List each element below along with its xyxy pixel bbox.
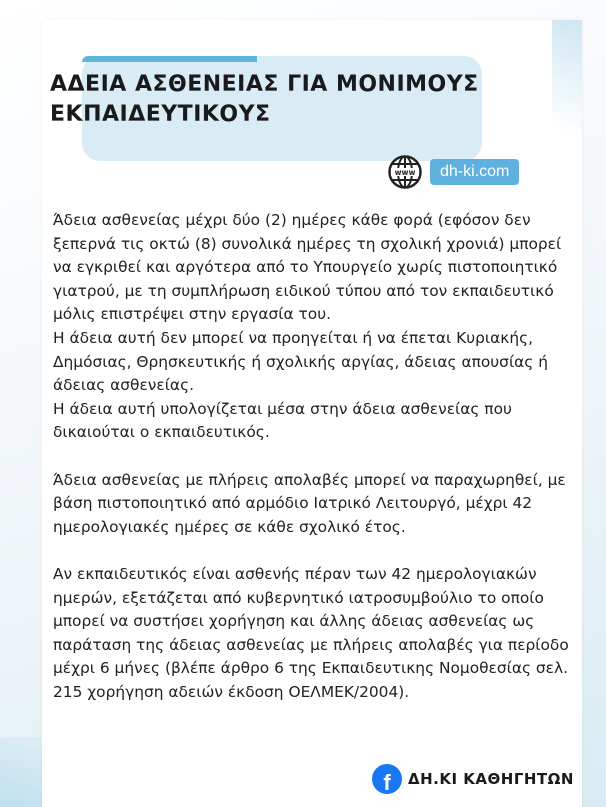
footer-brand[interactable] [372, 764, 574, 794]
document-body [53, 209, 573, 704]
globe-www-icon [388, 155, 422, 189]
paragraph: Άδεια ασθενείας μέχρι δύο (2) ημέρες κάθε φορά (εφόσον δεν ξεπερνά τις οκτώ (8) συνολικά ημέρες τη σχολική χρονιά) μπορεί να εγκριθεί και αργότερα από το Υπουργείο χωρίς πιστοποιητικό γιατρού, με τη συμπλήρωση ειδικού τύπου από τον εκπαιδευτικό μόλις επιστρέψει στην εργασία του. [53, 211, 562, 324]
decorative-corner-top-right [552, 20, 582, 160]
paragraph: Αν εκπαιδευτικός είναι ασθενής πέραν των 42 ημερολογιακών ημερών, εξετάζεται από κυβερνητικό ιατροσυμβούλιο το οποίο μπορεί να συστήσει χορήγηση και άλλης άδειας ασθενείας ως παράταση της άδειας ασθενείας με πλήρεις απολαβές για περίοδο μέχρι 6 μήνες (βλέπε άρθρο 6 της Εκπαιδευτικης Νομοθεσίας σελ. 215 χορήγηση αδειών έκδοση ΟΕΛΜΕΚ/2004). [53, 564, 569, 701]
website-link[interactable]: dh-ki.com [430, 159, 519, 185]
title-accent-bar [82, 56, 257, 62]
footer-label: ΔΗ.ΚΙ ΚΑΘΗΓΗΤΩΝ [408, 770, 574, 788]
svg-text:www: www [394, 168, 416, 177]
paragraph-gap [53, 539, 573, 563]
paragraph-gap [53, 445, 573, 469]
paragraph: Η άδεια αυτή δεν μπορεί να προηγείται ή να έπεται Κυριακής, Δημόσιας, Θρησκευτικής ή σχολικής αργίας, άδειας απουσίας ή άδειας ασθενείας. [53, 328, 548, 395]
paragraph: Η άδεια αυτή υπολογίζεται μέσα στην άδεια ασθενείας που δικαιούται ο εκπαιδευτικός. [53, 399, 512, 442]
website-badge[interactable] [388, 154, 519, 190]
page-title: ΑΔΕΙΑ ΑΣΘΕΝΕΙΑΣ ΓΙΑ ΜΟΝΙΜΟΥΣ ΕΚΠΑΙΔΕΥΤΙΚΟΥΣ [50, 72, 479, 127]
facebook-icon[interactable]: f [372, 764, 402, 794]
paragraph: Άδεια ασθενείας με πλήρεις απολαβές μπορεί να παραχωρηθεί, με βάση πιστοποιητικό από αρμόδιο Ιατρικό Λειτουργό, μέχρι 42 ημερολογιακές ημέρες σε κάθε σχολικό έτος. [53, 470, 566, 536]
